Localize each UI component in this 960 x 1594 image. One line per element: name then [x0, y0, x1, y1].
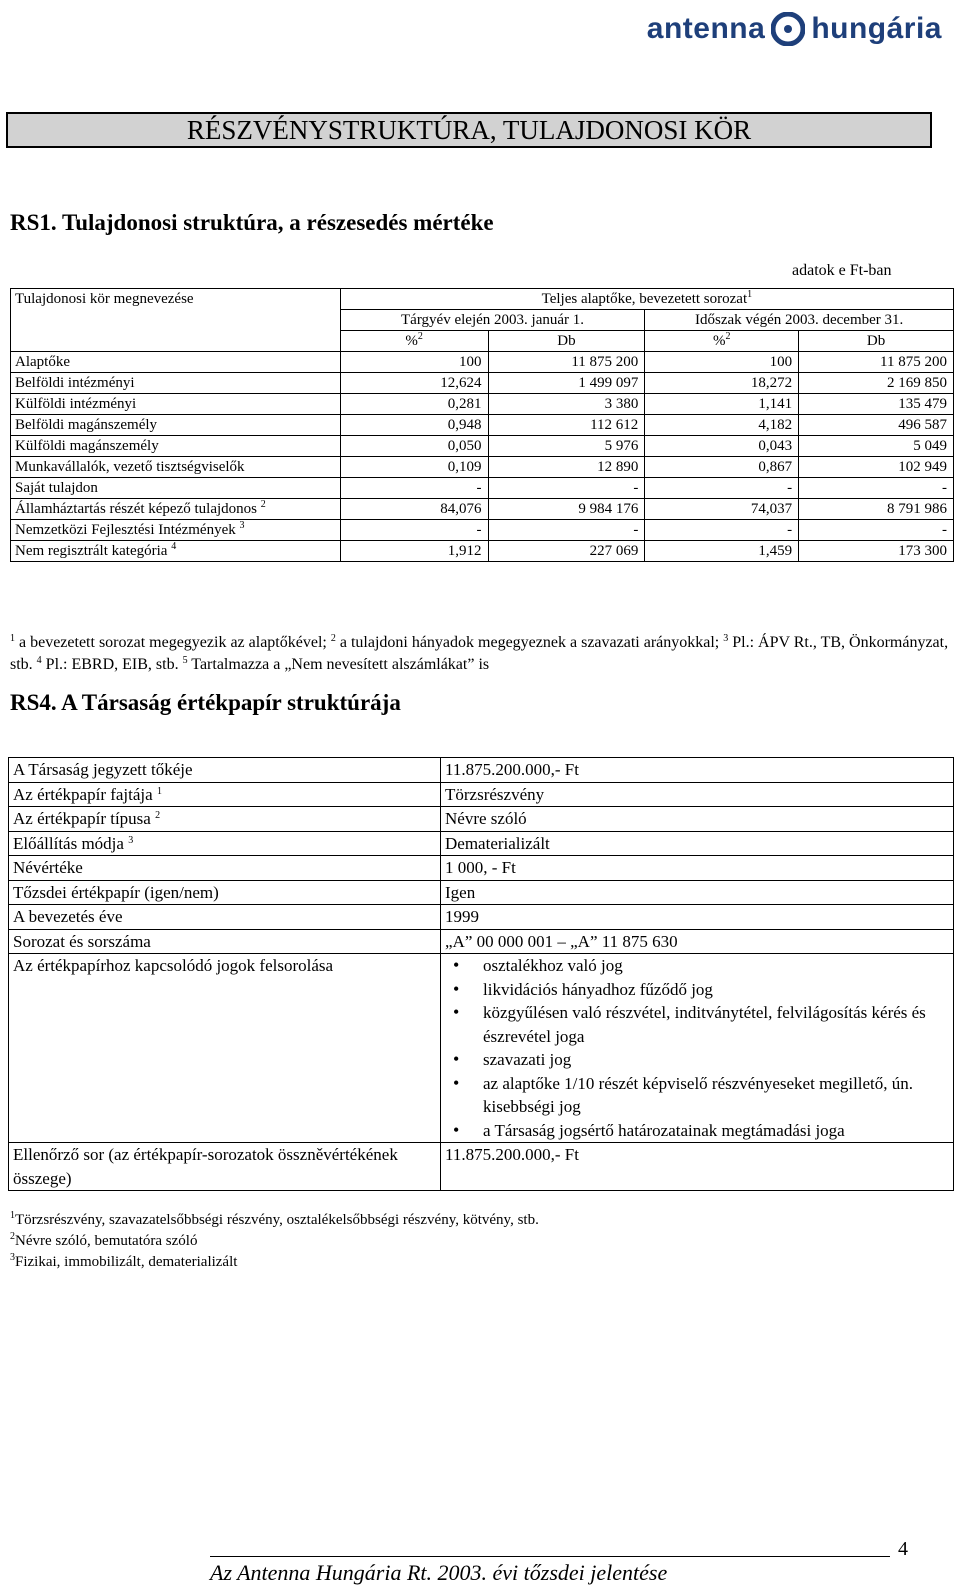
securities-label: Előállítás módja $^3$ — [9, 831, 441, 856]
pct-end: 1,141 — [645, 394, 799, 415]
page-number: 4 — [898, 1538, 908, 1560]
logo-emblem-icon — [771, 12, 805, 46]
securities-row — [9, 782, 954, 807]
db-end: 2 169 850 — [799, 373, 954, 394]
owner-name: Államháztartás részét képező tulajdonos $^2$ — [11, 499, 341, 520]
securities-table — [8, 757, 954, 1191]
pct-end: 74,037 — [645, 499, 799, 520]
page-footer: Az Antenna Hungária Rt. 2003. évi tőzsdei jelentése — [210, 1560, 668, 1585]
rs1-footnote: $^1$ a bevezetett sorozat megegyezik az alaptőkével; $^2$ a tulajdoni hányadok megegyeznek a szavazati arányokkal; $^3$ Pl.: ÁPV Rt., TB, Önkormányzat, stb. $^4$ Pl.: EBRD, EIB, stb. $^5$ Tartalmazza a „Nem nevesített alszámlákat” is — [10, 633, 949, 673]
pct-start: 100 — [340, 352, 488, 373]
securities-value: 1 000, - Ft — [441, 856, 954, 881]
securities-row — [9, 831, 954, 856]
db-end: - — [799, 478, 954, 499]
pct-start: 0,948 — [340, 415, 488, 436]
db-start: 9 984 176 — [488, 499, 645, 520]
owner-name: Külföldi magánszemély — [11, 436, 341, 457]
logo-text-antenna: antenna — [646, 12, 766, 45]
owner-name: Alaptőke — [11, 352, 341, 373]
securities-value: „A” 00 000 001 – „A” 11 875 630 — [441, 929, 954, 954]
db-start: - — [488, 478, 645, 499]
ownership-row — [11, 499, 954, 520]
rights-label: Az értékpapírhoz kapcsolódó jogok felsorolása — [9, 954, 441, 1143]
rights-row — [9, 954, 954, 1143]
footnote-line: $^3$Fizikai, immobilizált, dematerializált — [10, 1252, 238, 1270]
period-start-header: Tárgyév elején 2003. január 1. — [340, 310, 645, 331]
pct-end: 0,867 — [645, 457, 799, 478]
ownership-header-row-1 — [11, 289, 954, 310]
rights-item: • közgyűlésen való részvétel, inditványtétel, felvilágosítás kérés és észrevétel joga — [483, 1001, 949, 1048]
owner-name: Saját tulajdon — [11, 478, 341, 499]
db-start: 11 875 200 — [488, 352, 645, 373]
db-end: 8 791 986 — [799, 499, 954, 520]
owner-name: Nem regisztrált kategória $^4$ — [11, 541, 341, 562]
pct-end: 1,459 — [645, 541, 799, 562]
pct-end: - — [645, 520, 799, 541]
section-banner: RÉSZVÉNYSTRUKTÚRA, TULAJDONOSI KÖR — [6, 112, 932, 148]
ownership-row — [11, 352, 954, 373]
rs4-footnotes — [10, 1210, 539, 1273]
footnote-line: $^1$Törzsrészvény, szavazatelsőbbségi részvény, osztalékelsőbbségi részvény, kötvény, stb. — [10, 1210, 539, 1228]
db-header-start: Db — [488, 331, 645, 352]
securities-value: Dematerializált — [441, 831, 954, 856]
securities-value: Törzsrészvény — [441, 782, 954, 807]
rights-list-cell — [441, 954, 954, 1143]
company-logo — [647, 4, 942, 54]
period-end-header: Időszak végén 2003. december 31. — [645, 310, 954, 331]
securities-label: Sorozat és sorszáma — [9, 929, 441, 954]
rights-item: • osztalékhoz való jog — [483, 954, 949, 978]
rights-item: • a Társaság jogsértő határozatainak megtámadási joga — [483, 1119, 949, 1143]
db-start: 227 069 — [488, 541, 645, 562]
pct-start: 0,050 — [340, 436, 488, 457]
rights-list — [445, 954, 949, 1142]
securities-value: Névre szóló — [441, 807, 954, 832]
owner-name: Belföldi magánszemély — [11, 415, 341, 436]
pct-end: 0,043 — [645, 436, 799, 457]
pct-header-end: %$^2$ — [645, 331, 799, 352]
db-start: 5 976 — [488, 436, 645, 457]
db-end: 5 049 — [799, 436, 954, 457]
securities-label: Tőzsdei értékpapír (igen/nem) — [9, 880, 441, 905]
ownership-row — [11, 478, 954, 499]
pct-end: - — [645, 478, 799, 499]
pct-end: 4,182 — [645, 415, 799, 436]
securities-value: 1999 — [441, 905, 954, 930]
ownership-header-row-3 — [11, 331, 954, 352]
securities-row — [9, 880, 954, 905]
db-end: 496 587 — [799, 415, 954, 436]
ownership-row — [11, 457, 954, 478]
securities-label: Névértéke — [9, 856, 441, 881]
pct-start: 12,624 — [340, 373, 488, 394]
footer-rule — [210, 1556, 890, 1557]
pct-end: 100 — [645, 352, 799, 373]
db-end: 173 300 — [799, 541, 954, 562]
rights-item: • az alaptőke 1/10 részét képviselő részvényeseket megillető, ún. kisebbségi jog — [483, 1072, 949, 1119]
owner-name: Belföldi intézményi — [11, 373, 341, 394]
pct-start: 1,912 — [340, 541, 488, 562]
securities-label: A bevezetés éve — [9, 905, 441, 930]
pct-start: - — [340, 478, 488, 499]
pct-start: 0,109 — [340, 457, 488, 478]
db-start: 112 612 — [488, 415, 645, 436]
pct-start: 0,281 — [340, 394, 488, 415]
securities-label: A Társaság jegyzett tőkéje — [9, 758, 441, 783]
unit-note: adatok e Ft-ban — [792, 262, 892, 279]
securities-label: Az értékpapír fajtája $^1$ — [9, 782, 441, 807]
pct-start: - — [340, 520, 488, 541]
securities-row — [9, 856, 954, 881]
securities-value: Igen — [441, 880, 954, 905]
rights-item: • likvidációs hányadhoz fűződő jog — [483, 978, 949, 1002]
securities-row — [9, 929, 954, 954]
db-start: 1 499 097 — [488, 373, 645, 394]
securities-row — [9, 758, 954, 783]
ownership-row — [11, 394, 954, 415]
db-start: 3 380 — [488, 394, 645, 415]
db-end: 102 949 — [799, 457, 954, 478]
ownership-row — [11, 541, 954, 562]
db-start: - — [488, 520, 645, 541]
db-header-end: Db — [799, 331, 954, 352]
db-end: 11 875 200 — [799, 352, 954, 373]
db-start: 12 890 — [488, 457, 645, 478]
securities-row — [9, 807, 954, 832]
ownership-row — [11, 520, 954, 541]
securities-label: Az értékpapír típusa $^2$ — [9, 807, 441, 832]
logo-text-hungaria: hungária — [811, 12, 942, 45]
db-end: - — [799, 520, 954, 541]
owner-name: Nemzetközi Fejlesztési Intézmények $^3$ — [11, 520, 341, 541]
footnote-line: $^2$Névre szóló, bemutatóra szóló — [10, 1231, 198, 1249]
owner-name: Külföldi intézményi — [11, 394, 341, 415]
ownership-row — [11, 373, 954, 394]
pct-end: 18,272 — [645, 373, 799, 394]
rights-item: • szavazati jog — [483, 1048, 949, 1072]
securities-value: 11.875.200.000,- Ft — [441, 758, 954, 783]
owner-column-header: Tulajdonosi kör megnevezése — [11, 289, 341, 310]
capital-header: Teljes alaptőke, bevezetett sorozat$^1$ — [340, 289, 953, 310]
pct-start: 84,076 — [340, 499, 488, 520]
securities-row — [9, 905, 954, 930]
rs4-title: RS4. A Társaság értékpapír struktúrája — [10, 690, 401, 715]
control-value: 11.875.200.000,- Ft — [441, 1143, 954, 1191]
owner-name: Munkavállalók, vezető tisztségviselők — [11, 457, 341, 478]
pct-header-start: %$^2$ — [340, 331, 488, 352]
ownership-row — [11, 415, 954, 436]
ownership-header-row-2 — [11, 310, 954, 331]
control-row — [9, 1143, 954, 1191]
ownership-table — [10, 288, 954, 562]
control-label: Ellenőrző sor (az értékpapír-sorozatok összněvértékének összege) — [9, 1143, 441, 1191]
ownership-row — [11, 436, 954, 457]
db-end: 135 479 — [799, 394, 954, 415]
rs1-title: RS1. Tulajdonosi struktúra, a részesedés mértéke — [10, 210, 494, 235]
